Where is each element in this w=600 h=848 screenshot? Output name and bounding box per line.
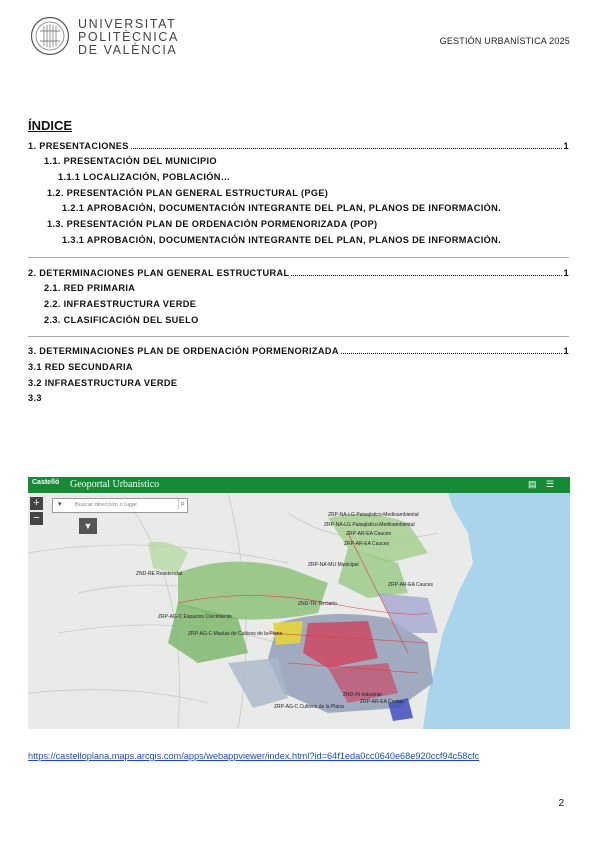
toc-page-number: 1 — [563, 268, 569, 278]
zoom-in-button[interactable]: + — [30, 497, 43, 510]
geoportal-brand: Castelló — [32, 479, 60, 486]
layer-list-icon[interactable]: ☰ — [546, 479, 555, 489]
toc-entry-1-2-1[interactable]: 1.2.1 APROBACIÓN, DOCUMENTACIÓN INTEGRANTE DEL PLAN, PLANOS DE INFORMACIÓN. — [62, 203, 502, 213]
toc-entry-3-2[interactable]: 3.2 INFRAESTRUCTURA VERDE — [28, 378, 178, 388]
map-search-input[interactable] — [52, 498, 188, 513]
toc-entry-1-3[interactable]: 1.3. PRESENTACIÓN PLAN DE ORDENACIÓN PORMENORIZADA (POP) — [47, 219, 378, 229]
map-label: ZND-RE Residencial — [136, 571, 183, 577]
university-logo — [28, 14, 178, 62]
source-link[interactable]: https://castelloplana.maps.arcgis.com/apps/webappviewer/index.html?id=64f1eda0cc0640e68e920ccf94c58cfc — [28, 751, 480, 761]
toc-entry-1-2[interactable]: 1.2. PRESENTACIÓN PLAN GENERAL ESTRUCTURAL (PGE) — [47, 188, 329, 198]
search-placeholder: Buscar dirección o lugar — [75, 502, 138, 508]
toc-entry-2[interactable] — [28, 268, 569, 278]
toc-entry-3[interactable] — [28, 346, 569, 356]
map-label: ZRP-AR-EA Cauces — [388, 582, 434, 588]
geoportal-map-screenshot — [28, 477, 570, 729]
toc-leader-dots — [341, 352, 562, 354]
toc-leader-dots — [131, 147, 562, 149]
separator — [28, 257, 569, 258]
map-label: ZRP-AG-C Espacios Crecimiento — [158, 614, 232, 620]
header-course-title: GESTIÓN URBANÍSTICA 2025 — [439, 36, 570, 46]
map-label: ZRP-AR-EA Cauces — [344, 541, 390, 547]
toc-entry-1-1-1[interactable]: 1.1.1 LOCALIZACIÓN, POBLACIÓN… — [58, 172, 231, 182]
map-label: ZRP-AR-EA Cauces — [346, 531, 392, 537]
map-canvas[interactable] — [28, 493, 570, 729]
index-title: ÍNDICE — [28, 118, 73, 133]
geoportal-title: Geoportal Urbanístico — [70, 479, 160, 490]
map-label: ZND-IN Industrial — [343, 692, 382, 698]
page-number: 2 — [558, 798, 564, 809]
search-icon[interactable]: ⌕ — [178, 499, 185, 509]
toc-entry-label: 1. PRESENTACIONES — [28, 141, 129, 151]
map-label: ZRP-AG-C Cultivos de la Plana — [274, 704, 344, 710]
zoom-out-button[interactable]: − — [30, 512, 43, 525]
logo-line-2: POLITÈCNICA — [78, 30, 179, 44]
toc-entry-label: 3. DETERMINACIONES PLAN DE ORDENACIÓN PORMENORIZADA — [28, 346, 339, 356]
toc-entry-2-3[interactable]: 2.3. CLASIFICACIÓN DEL SUELO — [44, 315, 199, 325]
print-icon[interactable]: ▤ — [528, 479, 537, 489]
toc-entry-2-2[interactable]: 2.2. INFRAESTRUCTURA VERDE — [44, 299, 197, 309]
separator — [28, 336, 569, 337]
dropdown-caret-icon[interactable]: ▾ — [58, 501, 62, 508]
geoportal-header-bar — [28, 477, 570, 493]
map-label: ZRP-AG-C Masías de Cultivos de la Plana — [188, 631, 283, 637]
map-label: ZRP-AR-EA Costas — [360, 699, 404, 705]
map-label: ZRP-NA-LG Paisajístico-Medioambiental — [328, 512, 419, 518]
filter-icon[interactable]: ▼ — [79, 518, 97, 534]
toc-leader-dots — [291, 274, 561, 276]
toc-page-number: 1 — [563, 141, 569, 151]
toc-entry-1-3-1[interactable]: 1.3.1 APROBACIÓN, DOCUMENTACIÓN INTEGRANTE DEL PLAN, PLANOS DE INFORMACIÓN. — [62, 235, 502, 245]
map-label: ZRP-NA-LG Paisajístico-Medioambiental — [324, 522, 415, 528]
toc-entry-1[interactable] — [28, 141, 569, 151]
toc-entry-2-1[interactable]: 2.1. RED PRIMARIA — [44, 283, 136, 293]
map-label: ZND-TR Terciario — [298, 601, 337, 607]
logo-line-1: UNIVERSITAT — [78, 17, 177, 31]
logo-line-3: DE VALÈNCIA — [78, 43, 178, 57]
toc-page-number: 1 — [563, 346, 569, 356]
toc-entry-3-3[interactable]: 3.3 — [28, 393, 42, 403]
toc-entry-3-1[interactable]: 3.1 RED SECUNDARIA — [28, 362, 133, 372]
toc-entry-label: 2. DETERMINACIONES PLAN GENERAL ESTRUCTURAL — [28, 268, 290, 278]
university-seal-icon — [30, 16, 70, 56]
map-label: ZRP-NA-MU Municipal — [308, 562, 359, 568]
toc-entry-1-1[interactable]: 1.1. PRESENTACIÓN DEL MUNICIPIO — [44, 156, 217, 166]
